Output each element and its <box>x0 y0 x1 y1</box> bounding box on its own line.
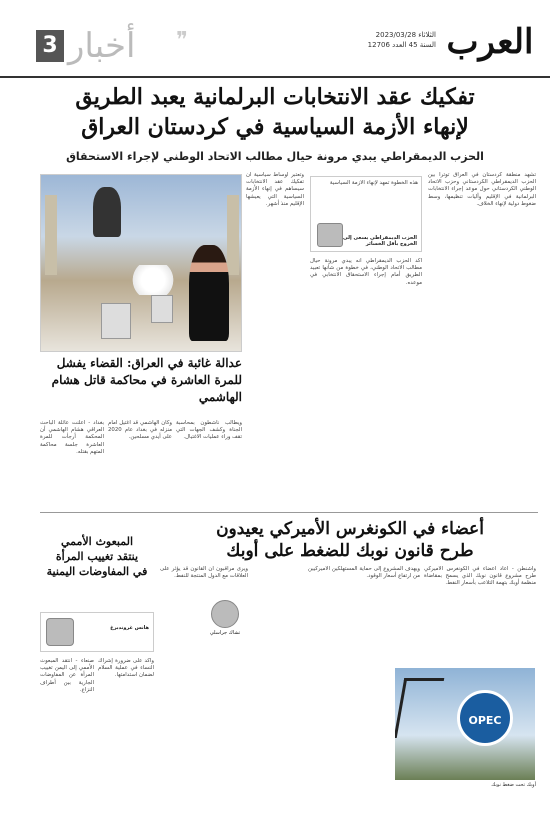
story2-column-c <box>176 420 242 512</box>
story3-column-a <box>424 566 536 666</box>
story2-column-a <box>40 420 104 512</box>
issue-info <box>336 30 436 50</box>
opec-logo: OPEC <box>457 690 513 746</box>
story4-headline <box>40 534 154 579</box>
story3-headline-line1: أعضاء في الكونغرس الأميركي يعيدون <box>216 519 484 539</box>
story3-person-photo <box>211 600 239 628</box>
story2-text-c: ويطالب ناشطون بمحاسبة الجناة وكشف الجهات التي تقف وراء عمليات الاغتيال. <box>176 420 242 441</box>
story4-text-a: صنعاء - انتقد المبعوث الأممي إلى اليمن تغييب المرأة عن المفاوضات الجارية بين أطراف النزاع. <box>40 658 94 693</box>
opec-photo-caption: أوبك تحت ضغط نوبك <box>491 782 536 788</box>
photo-portrait-frame <box>101 303 131 339</box>
lead-column-mid <box>310 258 422 502</box>
lead-headline <box>12 82 538 142</box>
lead-column-mid-text: أكد الحزب الديمقراطي أنه يبدي مرونة حيال مطالب الاتحاد الوطني، في خطوة من شأنها تعبيد الطريق أمام إجراء الاستحقاق الانتخابي في موعده. <box>310 258 422 286</box>
issue-number: السنة 45 العدد 12706 <box>367 41 436 49</box>
story3-person-caption: تشاك جراسلي <box>209 630 241 636</box>
story3-headline-line2: طرح قانون نوبك للضغط على أوبك <box>226 541 474 561</box>
story4-headline-line1: المبعوث الأممي <box>60 535 133 548</box>
story3-headline <box>164 518 536 562</box>
photo-flowers <box>123 265 183 295</box>
photo-pillar-left <box>45 195 57 275</box>
lead-column-right <box>428 172 536 502</box>
story4-person-caption: هانس غروندبرغ <box>110 625 149 631</box>
section-divider <box>40 512 538 513</box>
opec-photo <box>395 668 535 780</box>
story4-headline-line2: ينتقد تغييب المرأة <box>55 550 139 563</box>
story4-column-b <box>98 658 154 808</box>
story3-text-c: ويرى مراقبون أن القانون قد يؤثر على العلاقات مع الدول المنتجة للنفط. <box>160 566 248 580</box>
photo-pillar-right <box>227 195 239 275</box>
story4-column-a <box>40 658 94 808</box>
lead-photo <box>40 174 242 352</box>
lead-headline-line2: لإنهاء الأزمة السياسية في كردستان العراق <box>81 114 469 140</box>
story3-text-b: ويهدف المشروع إلى حماية المستهلكين الأميركيين من ارتفاع أسعار الوقود. <box>308 566 420 580</box>
story2-column-b <box>108 420 172 512</box>
lead-column-left <box>246 172 304 502</box>
photo-statue <box>93 187 121 237</box>
issue-date: الثلاثاء 2023/03/28 <box>375 31 436 39</box>
quote-mark-icon: ❞ <box>176 28 188 53</box>
story2-headline-box <box>40 355 242 417</box>
lead-author-box <box>310 176 422 252</box>
story4-headline-line3: في المفاوضات اليمنية <box>46 565 148 578</box>
section-title: أخبار <box>68 26 136 66</box>
author-photo <box>317 223 343 247</box>
story2-text-a: بغداد - أعلنت عائلة الباحث العراقي هشام الهاشمي أن المحكمة أرجأت للمرة العاشرة جلسة محاكمة المتهم بقتله. <box>40 420 104 455</box>
lead-subhead: الحزب الديمقراطي يبدي مرونة حيال مطالب الاتحاد الوطني لإجراء الاستحقاق <box>66 150 484 163</box>
lead-headline-line1: تفكيك عقد الانتخابات البرلمانية يعبد الطريق <box>75 84 475 110</box>
masthead <box>0 0 550 78</box>
story2-headline: عدالة غائبة في العراق: القضاء يفشل للمرة العاشرة في محاكمة قاتل هشام الهاشمي <box>51 356 242 404</box>
story3-person-box <box>200 600 250 660</box>
lead-column-left-text: وتعتبر أوساط سياسية أن تفكيك عقد الانتخابات سيساهم في إنهاء الأزمة السياسية التي يعيشها الإقليم منذ أشهر. <box>246 172 304 207</box>
photo-woman <box>189 245 229 341</box>
lead-author-caption: الحزب الديمقراطي يسعى إلى الخروج بأقل الخسائر <box>343 235 417 247</box>
lead-column-right-text: تشهد منطقة كردستان في العراق توترا بين الحزب الديمقراطي الكردستاني وحزب الاتحاد الوطني الكردستاني حول موعد إجراء الانتخابات البرلمانية في الإقليم وآليات تنظيمها، وسط ضغوط دولية لإنهاء الخلاف. <box>428 172 536 207</box>
photo-portrait-frame-small <box>151 295 173 323</box>
story4-person-photo <box>46 618 74 646</box>
story3-text-a: واشنطن - أعاد أعضاء في الكونغرس الأميركي طرح مشروع قانون نوبك الذي يسمح بمقاضاة منظمة أوبك بتهمة التلاعب بأسعار النفط. <box>424 566 536 587</box>
pumpjack-icon <box>395 678 444 738</box>
lead-pull-quote: هذه الخطوة تمهد لإنهاء الأزمة السياسية <box>329 180 418 186</box>
story4-person-box <box>40 612 154 652</box>
story4-text-b: وأكد على ضرورة إشراك النساء في عملية السلام لضمان استدامتها. <box>98 658 154 679</box>
newspaper-logo: العرب <box>446 22 534 62</box>
story2-text-b: وكان الهاشمي قد اغتيل أمام منزله في بغداد عام 2020 على أيدي مسلحين. <box>108 420 172 441</box>
page-number: 3 <box>36 30 64 62</box>
